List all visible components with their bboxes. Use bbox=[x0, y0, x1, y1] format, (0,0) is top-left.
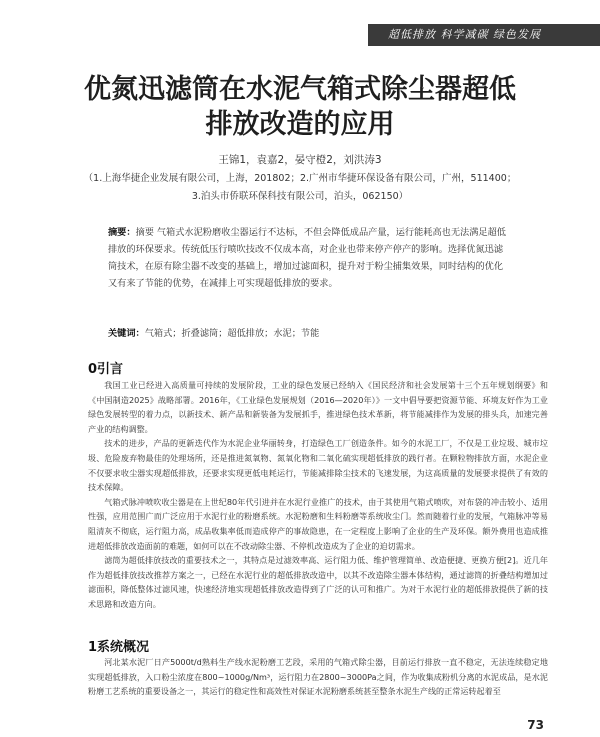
paragraph: 气箱式脉冲喷吹收尘器是在上世纪80年代引进并在水泥行业推广的技术，由于其使用气箱式喷吹，对布袋的冲击较小、适用性强，应用范围广而广泛应用于水泥行业的粉磨系统。水泥粉磨和生料粉磨等系统收尘门。然而随着行业的发展，气箱脉冲等易阻清灰不彻底，运行阻力高，成品收集率低而造成停产的事故隐患，在一定程度上影响了企业的生产及环保。额外费用也造成推进超低排放改造面前的难题，如何可以在不改动除尘器、不停机改造成为了企业的迫切需求。 bbox=[88, 496, 548, 551]
title-line-1: 优氮迅滤筒在水泥气箱式除尘器超低 bbox=[84, 74, 516, 105]
abstract-text: 摘要 气箱式水泥粉磨收尘器运行不达标，不但会降低成品产量，运行能耗高也无法满足超低排放的环保要求。传统低压行喷吹技改不仅成本高，对企业也带来停产停产的影响。选择优氮迅滤筒技术，在原有除尘器不改变的基础上，增加过滤面积，提升对于粉尘捕集效果，同时结构的优化又有来了节能的优势，在减排上可实现超低排放的要求。 bbox=[108, 227, 506, 289]
keywords bbox=[108, 325, 512, 339]
affiliations bbox=[40, 170, 560, 206]
abstract-label: 摘要： bbox=[108, 227, 136, 238]
author-list: 王锦1，袁嘉2，晏守橙2，刘洪涛3 bbox=[218, 154, 382, 166]
paragraph: 我国工业已经进入高质量可持续的发展阶段，工业的绿色发展已经纳入《国民经济和社会发展第十三个五年规划纲要》和《中国制造2025》战略部署。2016年，《工业绿色发展规划（2016—2020年）》一文中倡导要把资源节能、环境友好作为工业绿色发展转型的着力点，以新技术、新产品和新装备为发展抓手，推进绿色技术革新，将节能减排作为发展的排头兵，加速完善产业的结构调整。 bbox=[88, 380, 548, 434]
affiliation-line-2: 3.泊头市侨联环保科技有限公司，泊头，062150） bbox=[191, 191, 409, 202]
header-tagline-band bbox=[368, 24, 600, 46]
keywords-label: 关键词： bbox=[108, 328, 145, 339]
affiliation-line-1: （1.上海华捷企业发展有限公司，上海，201802；2.广州市华捷环保设备有限公司，广州，511400； bbox=[83, 173, 517, 184]
page-number: 73 bbox=[527, 718, 544, 732]
article-title bbox=[40, 72, 560, 142]
paragraph: 河北某水泥厂日产5000t/d熟料生产线水泥粉磨工艺段，采用的气箱式除尘器，目前运行排放一直不稳定，无法连续稳定地实现超低排放，入口粉尘浓度在800~1000g/Nm³，运行阻力在2800~3000Pa之间，作为收集成粉机分离的水泥成品，是水泥粉磨工艺系统的重要设备之一，其运行的稳定性和高效性对保证水泥粉磨系统甚至整条水泥生产线的正常运转起着至 bbox=[88, 657, 548, 697]
header-tagline: 超低排放 科学减碳 绿色发展 bbox=[388, 28, 541, 41]
section-heading-introduction: 0引言 bbox=[88, 362, 124, 377]
section-body-introduction bbox=[88, 378, 548, 612]
paragraph: 滤筒为超低排放技改的重要技术之一，其特点是过滤效率高、运行阻力低、维护管理简单、改造便捷、更换方便[2]。近几年作为超低排放技改推荐方案之一，已经在水泥行业的超低排放改造中，以其不改造除尘器本体结构，通过滤筒的折叠结构增加过滤面积，降低整体过滤风速，快速经济地实现超低排放改造得到了广泛的认可和推广。为对于水泥行业的超低排放提供了新的技术思路和改造方向。 bbox=[88, 555, 548, 609]
abstract bbox=[108, 224, 512, 292]
title-line-2: 排放改造的应用 bbox=[205, 109, 395, 140]
section-body-system-overview bbox=[88, 655, 548, 699]
section-heading-system-overview: 1系统概况 bbox=[88, 640, 150, 655]
keywords-text: 气箱式；折叠滤筒；超低排放；水泥；节能 bbox=[144, 328, 320, 339]
paragraph: 技术的进步，产品的更新迭代作为水泥企业华丽转身，打造绿色工厂创造条件。如今的水泥工厂，不仅是工业垃圾、城市垃圾、危险废弃物最佳的处理场所，还是推进氮氧物、氮氧化物和二氧化硫实现超低排放的践行者。在颗粒物排放方面，水泥企业不仅要求收尘器实现超低排放，还要求实现更低电耗运行，节能减排除尘技术的飞速发展，为这高质量的发展要求提供了有效的技术保障。 bbox=[88, 438, 548, 493]
